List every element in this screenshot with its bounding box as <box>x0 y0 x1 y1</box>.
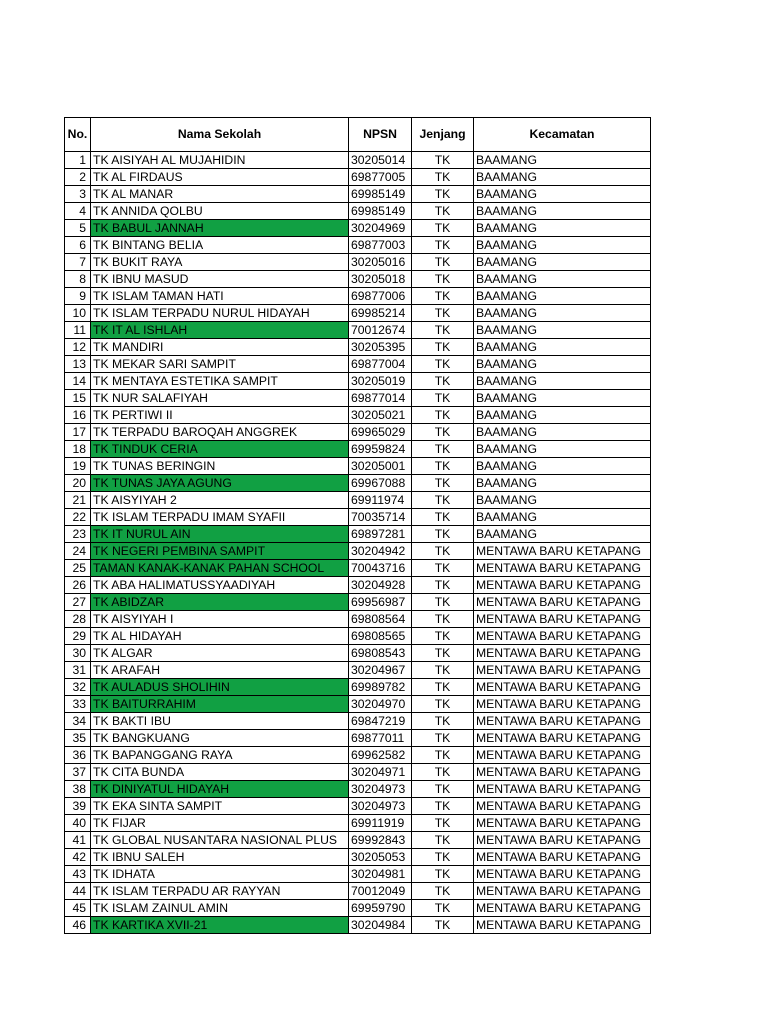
cell-npsn[interactable]: 70012049 <box>349 883 412 900</box>
table-row <box>65 628 651 645</box>
cell-nama-sekolah[interactable]: TK TUNAS JAYA AGUNG <box>91 475 349 492</box>
header-npsn[interactable]: NPSN <box>349 118 412 152</box>
cell-jenjang[interactable]: TK <box>412 322 474 339</box>
cell-nama-sekolah[interactable]: TK CITA BUNDA <box>91 764 349 781</box>
cell-kecamatan[interactable]: MENTAWA BARU KETAPANG <box>474 781 651 798</box>
cell-no[interactable]: 20 <box>65 475 91 492</box>
cell-npsn[interactable]: 30205018 <box>349 271 412 288</box>
cell-no[interactable]: 9 <box>65 288 91 305</box>
school-table <box>64 117 651 934</box>
cell-npsn[interactable]: 69808565 <box>349 628 412 645</box>
cell-kecamatan[interactable]: MENTAWA BARU KETAPANG <box>474 560 651 577</box>
cell-nama-sekolah[interactable]: TK MEKAR SARI SAMPIT <box>91 356 349 373</box>
table-row <box>65 526 651 543</box>
cell-jenjang[interactable]: TK <box>412 611 474 628</box>
cell-jenjang[interactable]: TK <box>412 339 474 356</box>
cell-jenjang[interactable]: TK <box>412 730 474 747</box>
cell-npsn[interactable]: 30204942 <box>349 543 412 560</box>
cell-no[interactable]: 16 <box>65 407 91 424</box>
table-row <box>65 560 651 577</box>
cell-jenjang[interactable]: TK <box>412 203 474 220</box>
table-row <box>65 594 651 611</box>
cell-nama-sekolah[interactable]: TK PERTIWI II <box>91 407 349 424</box>
cell-npsn[interactable]: 30204967 <box>349 662 412 679</box>
table-row <box>65 458 651 475</box>
cell-npsn[interactable]: 69962582 <box>349 747 412 764</box>
cell-kecamatan[interactable]: BAAMANG <box>474 305 651 322</box>
cell-nama-sekolah[interactable]: TK ISLAM TERPADU NURUL HIDAYAH <box>91 305 349 322</box>
table-row <box>65 713 651 730</box>
table-row <box>65 509 651 526</box>
cell-nama-sekolah[interactable]: TK BAPANGGANG RAYA <box>91 747 349 764</box>
table-row <box>65 900 651 917</box>
cell-nama-sekolah[interactable]: TK AISIYAH AL MUJAHIDIN <box>91 152 349 169</box>
table-row <box>65 645 651 662</box>
table-row <box>65 543 651 560</box>
cell-jenjang[interactable]: TK <box>412 917 474 934</box>
cell-kecamatan[interactable]: BAAMANG <box>474 509 651 526</box>
table-row <box>65 356 651 373</box>
cell-kecamatan[interactable]: MENTAWA BARU KETAPANG <box>474 645 651 662</box>
cell-nama-sekolah[interactable]: TK ALGAR <box>91 645 349 662</box>
table-row <box>65 288 651 305</box>
cell-nama-sekolah[interactable]: TK BABUL JANNAH <box>91 220 349 237</box>
table-row <box>65 254 651 271</box>
table-row <box>65 679 651 696</box>
cell-kecamatan[interactable]: MENTAWA BARU KETAPANG <box>474 849 651 866</box>
cell-no[interactable]: 18 <box>65 441 91 458</box>
cell-npsn[interactable]: 69877011 <box>349 730 412 747</box>
cell-jenjang[interactable]: TK <box>412 169 474 186</box>
cell-kecamatan[interactable]: BAAMANG <box>474 271 651 288</box>
cell-npsn[interactable]: 69956987 <box>349 594 412 611</box>
cell-kecamatan[interactable]: BAAMANG <box>474 475 651 492</box>
cell-jenjang[interactable]: TK <box>412 543 474 560</box>
cell-jenjang[interactable]: TK <box>412 492 474 509</box>
cell-npsn[interactable]: 69877006 <box>349 288 412 305</box>
cell-kecamatan[interactable]: BAAMANG <box>474 203 651 220</box>
cell-kecamatan[interactable]: BAAMANG <box>474 390 651 407</box>
table-row <box>65 390 651 407</box>
cell-jenjang[interactable]: TK <box>412 526 474 543</box>
cell-jenjang[interactable]: TK <box>412 764 474 781</box>
cell-jenjang[interactable]: TK <box>412 577 474 594</box>
table-row <box>65 237 651 254</box>
cell-npsn[interactable]: 69965029 <box>349 424 412 441</box>
cell-no[interactable]: 25 <box>65 560 91 577</box>
cell-kecamatan[interactable]: MENTAWA BARU KETAPANG <box>474 815 651 832</box>
cell-npsn[interactable]: 30204928 <box>349 577 412 594</box>
table-row <box>65 764 651 781</box>
cell-jenjang[interactable]: TK <box>412 407 474 424</box>
cell-kecamatan[interactable]: MENTAWA BARU KETAPANG <box>474 798 651 815</box>
table-row <box>65 492 651 509</box>
cell-nama-sekolah[interactable]: TK IDHATA <box>91 866 349 883</box>
cell-no[interactable]: 21 <box>65 492 91 509</box>
cell-nama-sekolah[interactable]: TK IT NURUL AIN <box>91 526 349 543</box>
cell-kecamatan[interactable]: MENTAWA BARU KETAPANG <box>474 594 651 611</box>
table-row <box>65 169 651 186</box>
cell-no[interactable]: 4 <box>65 203 91 220</box>
cell-npsn[interactable]: 30205014 <box>349 152 412 169</box>
cell-jenjang[interactable]: TK <box>412 679 474 696</box>
cell-jenjang[interactable]: TK <box>412 305 474 322</box>
cell-npsn[interactable]: 69959790 <box>349 900 412 917</box>
table-row <box>65 866 651 883</box>
cell-jenjang[interactable]: TK <box>412 713 474 730</box>
cell-kecamatan[interactable]: MENTAWA BARU KETAPANG <box>474 543 651 560</box>
cell-npsn[interactable]: 69808543 <box>349 645 412 662</box>
cell-jenjang[interactable]: TK <box>412 441 474 458</box>
cell-nama-sekolah[interactable]: TK NUR SALAFIYAH <box>91 390 349 407</box>
table-row <box>65 696 651 713</box>
cell-no[interactable]: 19 <box>65 458 91 475</box>
cell-nama-sekolah[interactable]: TK MENTAYA ESTETIKA SAMPIT <box>91 373 349 390</box>
cell-npsn[interactable]: 30204973 <box>349 798 412 815</box>
cell-no[interactable]: 31 <box>65 662 91 679</box>
cell-npsn[interactable]: 30205019 <box>349 373 412 390</box>
cell-nama-sekolah[interactable]: TK KARTIKA XVII-21 <box>91 917 349 934</box>
cell-no[interactable]: 30 <box>65 645 91 662</box>
cell-no[interactable]: 27 <box>65 594 91 611</box>
table-row <box>65 373 651 390</box>
cell-npsn[interactable]: 30204970 <box>349 696 412 713</box>
cell-jenjang[interactable]: TK <box>412 458 474 475</box>
cell-jenjang[interactable]: TK <box>412 662 474 679</box>
cell-nama-sekolah[interactable]: TK AISYIYAH 2 <box>91 492 349 509</box>
cell-kecamatan[interactable]: MENTAWA BARU KETAPANG <box>474 764 651 781</box>
cell-kecamatan[interactable]: MENTAWA BARU KETAPANG <box>474 713 651 730</box>
cell-jenjang[interactable]: TK <box>412 424 474 441</box>
cell-nama-sekolah[interactable]: TK AL HIDAYAH <box>91 628 349 645</box>
table-row <box>65 475 651 492</box>
cell-kecamatan[interactable]: MENTAWA BARU KETAPANG <box>474 679 651 696</box>
cell-kecamatan[interactable]: BAAMANG <box>474 526 651 543</box>
cell-kecamatan[interactable]: BAAMANG <box>474 169 651 186</box>
cell-nama-sekolah[interactable]: TK BAITURRAHIM <box>91 696 349 713</box>
cell-kecamatan[interactable]: BAAMANG <box>474 288 651 305</box>
cell-no[interactable]: 39 <box>65 798 91 815</box>
cell-jenjang[interactable]: TK <box>412 883 474 900</box>
cell-kecamatan[interactable]: BAAMANG <box>474 458 651 475</box>
cell-no[interactable]: 11 <box>65 322 91 339</box>
cell-kecamatan[interactable]: MENTAWA BARU KETAPANG <box>474 628 651 645</box>
cell-nama-sekolah[interactable]: TK IBNU SALEH <box>91 849 349 866</box>
cell-nama-sekolah[interactable]: TK TUNAS BERINGIN <box>91 458 349 475</box>
cell-npsn[interactable]: 69877003 <box>349 237 412 254</box>
cell-no[interactable]: 45 <box>65 900 91 917</box>
cell-no[interactable]: 29 <box>65 628 91 645</box>
cell-no[interactable]: 28 <box>65 611 91 628</box>
cell-no[interactable]: 35 <box>65 730 91 747</box>
cell-no[interactable]: 22 <box>65 509 91 526</box>
cell-nama-sekolah[interactable]: TK BAKTI IBU <box>91 713 349 730</box>
cell-npsn[interactable]: 30205021 <box>349 407 412 424</box>
cell-kecamatan[interactable]: BAAMANG <box>474 254 651 271</box>
header-nama-sekolah[interactable]: Nama Sekolah <box>91 118 349 152</box>
cell-npsn[interactable]: 69992843 <box>349 832 412 849</box>
cell-npsn[interactable]: 70043716 <box>349 560 412 577</box>
cell-npsn[interactable]: 30205001 <box>349 458 412 475</box>
cell-jenjang[interactable]: TK <box>412 390 474 407</box>
cell-kecamatan[interactable]: MENTAWA BARU KETAPANG <box>474 577 651 594</box>
cell-kecamatan[interactable]: MENTAWA BARU KETAPANG <box>474 747 651 764</box>
cell-nama-sekolah[interactable]: TK ISLAM TAMAN HATI <box>91 288 349 305</box>
cell-npsn[interactable]: 69989782 <box>349 679 412 696</box>
cell-kecamatan[interactable]: MENTAWA BARU KETAPANG <box>474 696 651 713</box>
table-row <box>65 203 651 220</box>
cell-jenjang[interactable]: TK <box>412 271 474 288</box>
cell-no[interactable]: 17 <box>65 424 91 441</box>
cell-kecamatan[interactable]: MENTAWA BARU KETAPANG <box>474 917 651 934</box>
cell-no[interactable]: 5 <box>65 220 91 237</box>
cell-npsn[interactable]: 30204973 <box>349 781 412 798</box>
cell-nama-sekolah[interactable]: TK BUKIT RAYA <box>91 254 349 271</box>
cell-kecamatan[interactable]: MENTAWA BARU KETAPANG <box>474 832 651 849</box>
cell-nama-sekolah[interactable]: TK ANNIDA QOLBU <box>91 203 349 220</box>
cell-npsn[interactable]: 69808564 <box>349 611 412 628</box>
cell-no[interactable]: 13 <box>65 356 91 373</box>
cell-no[interactable]: 33 <box>65 696 91 713</box>
table-row <box>65 339 651 356</box>
table-row <box>65 186 651 203</box>
cell-jenjang[interactable]: TK <box>412 628 474 645</box>
cell-jenjang[interactable]: TK <box>412 866 474 883</box>
cell-no[interactable]: 12 <box>65 339 91 356</box>
cell-nama-sekolah[interactable]: TK ISLAM ZAINUL AMIN <box>91 900 349 917</box>
cell-nama-sekolah[interactable]: TK ISLAM TERPADU IMAM SYAFII <box>91 509 349 526</box>
cell-jenjang[interactable]: TK <box>412 254 474 271</box>
cell-npsn[interactable]: 69877004 <box>349 356 412 373</box>
cell-nama-sekolah[interactable]: TK ABA HALIMATUSSYAADIYAH <box>91 577 349 594</box>
cell-kecamatan[interactable]: MENTAWA BARU KETAPANG <box>474 611 651 628</box>
table-row <box>65 662 651 679</box>
cell-npsn[interactable]: 30204971 <box>349 764 412 781</box>
cell-npsn[interactable]: 30205395 <box>349 339 412 356</box>
table-row <box>65 815 651 832</box>
table-row <box>65 747 651 764</box>
cell-no[interactable]: 10 <box>65 305 91 322</box>
cell-jenjang[interactable]: TK <box>412 645 474 662</box>
cell-kecamatan[interactable]: BAAMANG <box>474 186 651 203</box>
cell-jenjang[interactable]: TK <box>412 237 474 254</box>
cell-kecamatan[interactable]: MENTAWA BARU KETAPANG <box>474 866 651 883</box>
table-row <box>65 781 651 798</box>
cell-jenjang[interactable]: TK <box>412 356 474 373</box>
cell-no[interactable]: 42 <box>65 849 91 866</box>
cell-nama-sekolah[interactable]: TK MANDIRI <box>91 339 349 356</box>
cell-nama-sekolah[interactable]: TK FIJAR <box>91 815 349 832</box>
cell-kecamatan[interactable]: BAAMANG <box>474 339 651 356</box>
cell-nama-sekolah[interactable]: TK AISYIYAH I <box>91 611 349 628</box>
cell-npsn[interactable]: 69877014 <box>349 390 412 407</box>
cell-kecamatan[interactable]: BAAMANG <box>474 322 651 339</box>
cell-nama-sekolah[interactable]: TK TINDUK CERIA <box>91 441 349 458</box>
cell-nama-sekolah[interactable]: TK AULADUS SHOLIHIN <box>91 679 349 696</box>
cell-npsn[interactable]: 69985214 <box>349 305 412 322</box>
cell-nama-sekolah[interactable]: TAMAN KANAK-KANAK PAHAN SCHOOL <box>91 560 349 577</box>
cell-kecamatan[interactable]: BAAMANG <box>474 492 651 509</box>
cell-no[interactable]: 8 <box>65 271 91 288</box>
cell-nama-sekolah[interactable]: TK DINIYATUL HIDAYAH <box>91 781 349 798</box>
cell-jenjang[interactable]: TK <box>412 594 474 611</box>
cell-npsn[interactable]: 30205016 <box>349 254 412 271</box>
cell-no[interactable]: 43 <box>65 866 91 883</box>
cell-npsn[interactable]: 69897281 <box>349 526 412 543</box>
cell-no[interactable]: 40 <box>65 815 91 832</box>
cell-npsn[interactable]: 69911919 <box>349 815 412 832</box>
cell-no[interactable]: 44 <box>65 883 91 900</box>
table-row <box>65 883 651 900</box>
cell-no[interactable]: 7 <box>65 254 91 271</box>
table-row <box>65 220 651 237</box>
cell-jenjang[interactable]: TK <box>412 832 474 849</box>
cell-kecamatan[interactable]: MENTAWA BARU KETAPANG <box>474 883 651 900</box>
table-row <box>65 271 651 288</box>
cell-no[interactable]: 41 <box>65 832 91 849</box>
cell-kecamatan[interactable]: BAAMANG <box>474 237 651 254</box>
cell-kecamatan[interactable]: MENTAWA BARU KETAPANG <box>474 730 651 747</box>
cell-npsn[interactable]: 69967088 <box>349 475 412 492</box>
cell-kecamatan[interactable]: MENTAWA BARU KETAPANG <box>474 900 651 917</box>
cell-kecamatan[interactable]: BAAMANG <box>474 152 651 169</box>
cell-jenjang[interactable]: TK <box>412 815 474 832</box>
cell-npsn[interactable]: 69959824 <box>349 441 412 458</box>
table-header <box>65 118 651 152</box>
cell-kecamatan[interactable]: BAAMANG <box>474 407 651 424</box>
cell-no[interactable]: 46 <box>65 917 91 934</box>
cell-nama-sekolah[interactable]: TK ISLAM TERPADU AR RAYYAN <box>91 883 349 900</box>
cell-no[interactable]: 15 <box>65 390 91 407</box>
cell-no[interactable]: 2 <box>65 169 91 186</box>
header-row <box>65 118 651 152</box>
cell-no[interactable]: 1 <box>65 152 91 169</box>
table-row <box>65 305 651 322</box>
cell-kecamatan[interactable]: BAAMANG <box>474 220 651 237</box>
cell-kecamatan[interactable]: BAAMANG <box>474 356 651 373</box>
cell-npsn[interactable]: 69985149 <box>349 203 412 220</box>
cell-no[interactable]: 32 <box>65 679 91 696</box>
table-row <box>65 917 651 934</box>
cell-nama-sekolah[interactable]: TK IT AL ISHLAH <box>91 322 349 339</box>
cell-nama-sekolah[interactable]: TK AL MANAR <box>91 186 349 203</box>
cell-no[interactable]: 6 <box>65 237 91 254</box>
cell-jenjang[interactable]: TK <box>412 186 474 203</box>
cell-nama-sekolah[interactable]: TK EKA SINTA SAMPIT <box>91 798 349 815</box>
cell-npsn[interactable]: 30205053 <box>349 849 412 866</box>
header-jenjang[interactable]: Jenjang <box>412 118 474 152</box>
table-row <box>65 322 651 339</box>
cell-jenjang[interactable]: TK <box>412 900 474 917</box>
cell-jenjang[interactable]: TK <box>412 373 474 390</box>
cell-jenjang[interactable]: TK <box>412 781 474 798</box>
table-body <box>65 152 651 934</box>
table-row <box>65 798 651 815</box>
cell-nama-sekolah[interactable]: TK NEGERI PEMBINA SAMPIT <box>91 543 349 560</box>
cell-nama-sekolah[interactable]: TK IBNU MASUD <box>91 271 349 288</box>
cell-npsn[interactable]: 70035714 <box>349 509 412 526</box>
cell-npsn[interactable]: 30204981 <box>349 866 412 883</box>
table-row <box>65 611 651 628</box>
cell-jenjang[interactable]: TK <box>412 509 474 526</box>
cell-npsn[interactable]: 30204969 <box>349 220 412 237</box>
cell-npsn[interactable]: 30204984 <box>349 917 412 934</box>
header-no[interactable]: No. <box>65 118 91 152</box>
cell-no[interactable]: 24 <box>65 543 91 560</box>
cell-kecamatan[interactable]: BAAMANG <box>474 424 651 441</box>
cell-nama-sekolah[interactable]: TK ARAFAH <box>91 662 349 679</box>
cell-no[interactable]: 38 <box>65 781 91 798</box>
header-kecamatan[interactable]: Kecamatan <box>474 118 651 152</box>
cell-jenjang[interactable]: TK <box>412 288 474 305</box>
cell-jenjang[interactable]: TK <box>412 849 474 866</box>
table-row <box>65 849 651 866</box>
cell-jenjang[interactable]: TK <box>412 696 474 713</box>
cell-no[interactable]: 14 <box>65 373 91 390</box>
cell-no[interactable]: 23 <box>65 526 91 543</box>
cell-kecamatan[interactable]: MENTAWA BARU KETAPANG <box>474 662 651 679</box>
cell-nama-sekolah[interactable]: TK GLOBAL NUSANTARA NASIONAL PLUS <box>91 832 349 849</box>
cell-jenjang[interactable]: TK <box>412 475 474 492</box>
cell-jenjang[interactable]: TK <box>412 152 474 169</box>
cell-no[interactable]: 37 <box>65 764 91 781</box>
cell-no[interactable]: 26 <box>65 577 91 594</box>
table-row <box>65 407 651 424</box>
table-row <box>65 441 651 458</box>
cell-npsn[interactable]: 69985149 <box>349 186 412 203</box>
cell-kecamatan[interactable]: BAAMANG <box>474 441 651 458</box>
cell-nama-sekolah[interactable]: TK BINTANG BELIA <box>91 237 349 254</box>
cell-kecamatan[interactable]: BAAMANG <box>474 373 651 390</box>
cell-jenjang[interactable]: TK <box>412 220 474 237</box>
cell-npsn[interactable]: 69847219 <box>349 713 412 730</box>
cell-no[interactable]: 3 <box>65 186 91 203</box>
cell-no[interactable]: 36 <box>65 747 91 764</box>
table-row <box>65 424 651 441</box>
table-row <box>65 730 651 747</box>
table-row <box>65 577 651 594</box>
cell-npsn[interactable]: 70012674 <box>349 322 412 339</box>
cell-npsn[interactable]: 69877005 <box>349 169 412 186</box>
cell-jenjang[interactable]: TK <box>412 747 474 764</box>
cell-nama-sekolah[interactable]: TK AL FIRDAUS <box>91 169 349 186</box>
cell-jenjang[interactable]: TK <box>412 798 474 815</box>
cell-nama-sekolah[interactable]: TK TERPADU BAROQAH ANGGREK <box>91 424 349 441</box>
cell-jenjang[interactable]: TK <box>412 560 474 577</box>
cell-nama-sekolah[interactable]: TK BANGKUANG <box>91 730 349 747</box>
cell-npsn[interactable]: 69911974 <box>349 492 412 509</box>
table-row <box>65 152 651 169</box>
table-row <box>65 832 651 849</box>
cell-nama-sekolah[interactable]: TK ABIDZAR <box>91 594 349 611</box>
cell-no[interactable]: 34 <box>65 713 91 730</box>
